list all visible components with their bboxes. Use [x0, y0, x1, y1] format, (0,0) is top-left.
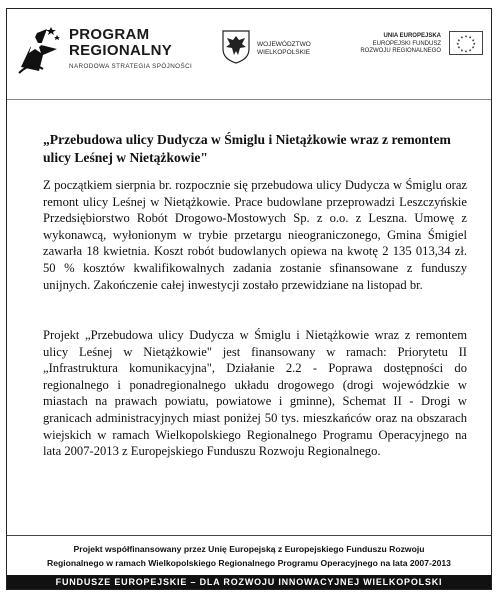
- eu-line3: ROZWOJU REGIONALNEGO: [360, 48, 441, 54]
- program-regionalny-logo: [17, 23, 207, 83]
- svg-text:★: ★: [460, 35, 464, 40]
- wielkopolska-text: [257, 41, 311, 57]
- svg-text:★: ★: [457, 45, 461, 50]
- article-title: „Przebudowa ulicy Dudycza w Śmiglu i Nietążkowie wraz z remontem ulicy Leśnej w Nietążkowie": [43, 132, 451, 165]
- header: [7, 9, 491, 89]
- program-title-line2: REGIONALNY: [69, 42, 173, 59]
- svg-text:★: ★: [464, 34, 468, 39]
- footer-line2: Regionalnego w ramach Wielkopolskiego Regionalnego Programu Operacyjnego na lata 2007-2013: [47, 558, 451, 568]
- svg-text:★: ★: [471, 45, 475, 50]
- svg-text:★: ★: [471, 38, 475, 43]
- eu-logo: [345, 31, 485, 71]
- svg-text:★: ★: [457, 38, 461, 43]
- footer-cofinancing: [7, 535, 491, 576]
- program-title: [69, 27, 172, 59]
- wielkopolska-line1: WOJEWÓDZTWO: [257, 41, 311, 48]
- svg-text:★: ★: [464, 49, 468, 54]
- svg-text:★: ★: [456, 42, 460, 47]
- footer-line1: Projekt współfinansowany przez Unię Europejską z Europejskiego Funduszu Rozwoju: [73, 544, 425, 554]
- eu-text: [345, 33, 441, 56]
- wielkopolska-logo: [221, 29, 341, 69]
- program-subtitle: NARODOWA STRATEGIA SPÓJNOŚCI: [69, 63, 193, 70]
- wielkopolska-eagle-crest-icon: [221, 29, 251, 65]
- document-page: [6, 8, 492, 590]
- svg-text:★: ★: [468, 48, 472, 53]
- program-regionalny-star-figure-icon: [17, 23, 63, 75]
- wielkopolska-line2: WIELKOPOLSKIE: [257, 49, 311, 56]
- eu-line2: EUROPEJSKI FUNDUSZ: [372, 40, 441, 47]
- svg-text:★: ★: [460, 48, 464, 53]
- footer-text: [11, 542, 487, 570]
- eu-flag-stars-icon: [449, 31, 483, 55]
- article-paragraph-2: Projekt „Przebudowa ulicy Dudycza w Śmiglu i Nietążkowie wraz z remontem ulicy Leśnej w Nietążkowie" jest finansowany w ramach: Priorytetu II „Infrastruktura komunikacyjna", Działanie 2.2 - Poprawa dostępności do regionalnego i ponadregionalnego układu drogowego (drogi wojewódzkie w miastach na prawach powiatu, powiatowe i gminne), Schemat II - Drogi w granicach administracyjnych miast poniżej 50 tys. mieszkańców oraz na obszarach wiejskich w ramach Wielkopolskiego Regionalnego Programu Operacyjnego na lata 2007-2013 z Europejskiego Funduszu Rozwoju Regionalnego.: [43, 328, 467, 459]
- article-paragraph-1: Z początkiem sierpnia br. rozpocznie się przebudowa ulicy Dudycza w Śmiglu oraz remont ulicy Leśnej w Nietążkowie. Prace budowlane przeprowadzi Leszczyńskie Przedsiębiorstwo Robót Drogowo-Mostowych Sp. z o.o. z Leszna. Umowę z wykonawcą, wyłonionym w trybie przetargu nieograniczonego, Gmina Śmigiel zawarła 18 kwietnia. Koszt robót budowlanych opiewa na kwotę 2 135 013,34 zł. 50 % kosztów kwalifikowalnych zadania zostanie sfinansowane z funduszy unijnych. Zakończenie całej inwestycji zostało przewidziane na listopad br.: [43, 178, 467, 292]
- svg-text:★: ★: [472, 42, 476, 47]
- header-divider: [7, 99, 491, 100]
- footer-banner: FUNDUSZE EUROPEJSKIE – DLA ROZWOJU INNOWACYJNEJ WIELKOPOLSKI: [7, 575, 491, 589]
- svg-text:★: ★: [468, 35, 472, 40]
- eu-line1: UNIA EUROPEJSKA: [383, 33, 441, 39]
- program-title-line1: PROGRAM: [69, 26, 150, 43]
